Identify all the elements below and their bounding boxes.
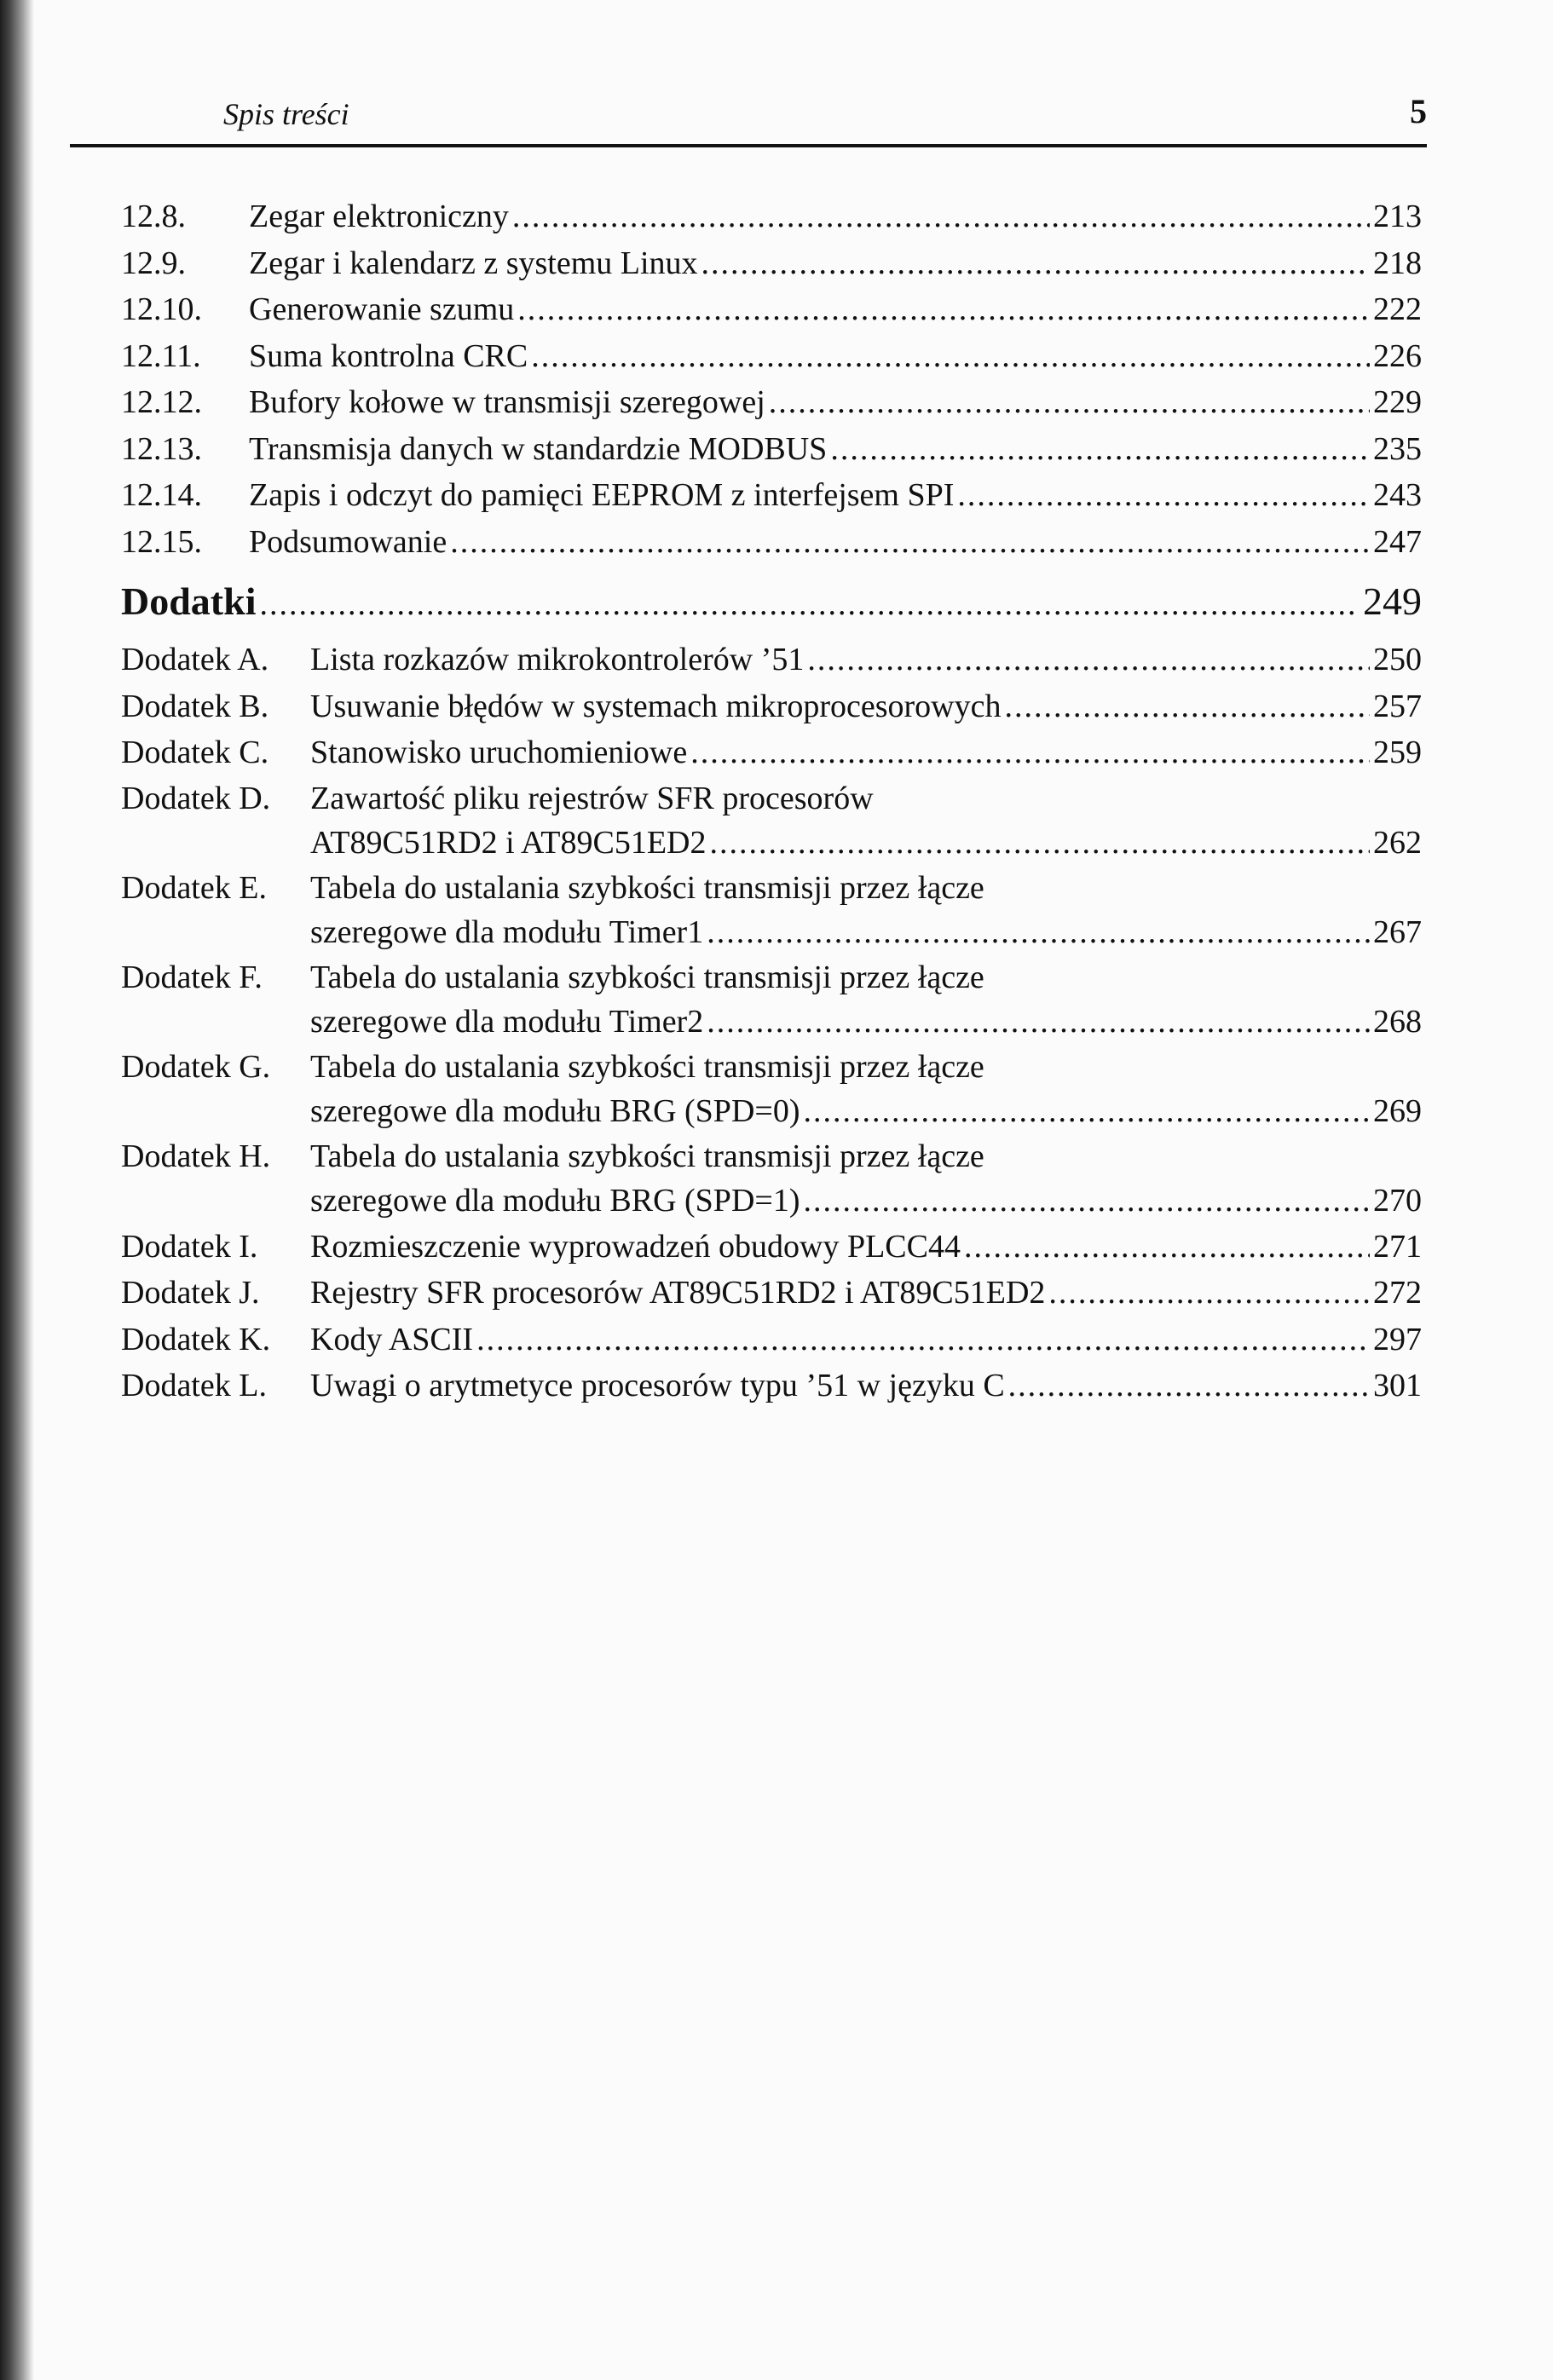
appendix-title: Zawartość pliku rejestrów SFR procesorów [310, 780, 874, 816]
entry-page: 222 [1373, 291, 1422, 327]
appendix-title: Lista rozkazów mikrokontrolerów ’51 [310, 642, 805, 677]
toc-entry[interactable] [121, 193, 1422, 240]
dot-leader [517, 286, 1370, 333]
appendix-label: Dodatek D. [121, 780, 271, 816]
appendix-entry[interactable] [121, 1045, 1422, 1134]
toc-entry[interactable] [121, 426, 1422, 473]
entry-page: 243 [1373, 477, 1422, 513]
appendix-label: Dodatek F. [121, 959, 263, 995]
running-header [70, 89, 1427, 149]
appendix-title: Uwagi o arytmetyce procesorów typu ’51 w języku C [310, 1368, 1005, 1403]
toc-entry[interactable] [121, 286, 1422, 333]
appendix-label: Dodatek B. [121, 688, 269, 724]
toc-entry[interactable] [121, 472, 1422, 519]
appendix-label: Dodatek H. [121, 1138, 271, 1174]
entry-page: 247 [1373, 523, 1422, 560]
entry-page: 213 [1373, 199, 1422, 234]
entry-number: 12.15. [121, 523, 202, 560]
entry-page: 235 [1373, 430, 1422, 467]
entry-page: 229 [1373, 384, 1422, 420]
entry-title: Zapis i odczyt do pamięci EEPROM z interfejsem SPI [249, 477, 955, 513]
appendix-page: 297 [1373, 1321, 1422, 1357]
appendix-title: Tabela do ustalania szybkości transmisji przez łącze [310, 1048, 984, 1085]
entry-number: 12.10. [121, 291, 202, 327]
appendix-title: Stanowisko uruchomieniowe [310, 735, 688, 770]
appendix-label: Dodatek I. [121, 1228, 258, 1265]
entry-number: 12.14. [121, 477, 202, 513]
toc-entry[interactable] [121, 240, 1422, 287]
appendix-label: Dodatek A. [121, 642, 269, 677]
entry-number: 12.12. [121, 384, 202, 420]
appendix-page: 270 [1373, 1182, 1422, 1219]
entry-title: Generowanie szumu [249, 291, 515, 327]
dot-leader [701, 240, 1370, 287]
dot-leader [512, 193, 1370, 240]
appendix-entry[interactable] [121, 776, 1422, 866]
entry-number: 12.11. [121, 337, 201, 374]
appendix-page: 267 [1373, 913, 1422, 950]
appendix-label: Dodatek E. [121, 869, 267, 906]
appendix-title: Kody ASCII [310, 1321, 474, 1357]
dot-leader [1004, 683, 1370, 730]
dot-leader [707, 1000, 1370, 1044]
appendix-entry[interactable] [121, 1317, 1422, 1363]
toc-entry[interactable] [121, 519, 1422, 566]
dot-leader [803, 1089, 1370, 1133]
appendix-title: Rozmieszczenie wyprowadzeń obudowy PLCC44 [310, 1228, 961, 1265]
dot-leader [807, 637, 1370, 683]
appendix-entry[interactable] [121, 637, 1422, 683]
entry-title: Suma kontrolna CRC [249, 337, 528, 374]
appendix-title: Usuwanie błędów w systemach mikroprocesorowych [310, 688, 1002, 724]
dot-leader [1008, 1363, 1370, 1409]
appendix-page: 269 [1373, 1092, 1422, 1129]
appendix-label: Dodatek G. [121, 1048, 271, 1085]
part-page: 249 [1363, 579, 1422, 623]
appendix-title-continuation: szeregowe dla modułu Timer1 [310, 913, 704, 950]
entry-page: 218 [1373, 245, 1422, 281]
appendix-title: Tabela do ustalania szybkości transmisji przez łącze [310, 959, 984, 995]
appendix-entry[interactable] [121, 683, 1422, 730]
dot-leader [531, 333, 1370, 380]
appendix-entry[interactable] [121, 1134, 1422, 1224]
appendix-title-continuation: szeregowe dla modułu Timer2 [310, 1003, 704, 1040]
table-of-contents [121, 193, 1422, 1409]
book-spine-shadow [0, 0, 34, 2380]
entry-title: Zegar elektroniczny [249, 199, 509, 234]
dot-leader [803, 1178, 1370, 1223]
dot-leader [476, 1317, 1370, 1363]
appendix-label: Dodatek C. [121, 735, 269, 770]
dot-leader [957, 472, 1370, 519]
dot-leader [964, 1224, 1370, 1271]
dot-leader [830, 426, 1370, 473]
header-title: Spis treści [223, 97, 349, 131]
appendix-label: Dodatek L. [121, 1368, 267, 1403]
appendix-title-continuation: szeregowe dla modułu BRG (SPD=0) [310, 1092, 800, 1129]
appendix-entry[interactable] [121, 955, 1422, 1045]
entry-number: 12.8. [121, 199, 186, 234]
appendix-page: 259 [1373, 735, 1422, 770]
appendix-title: Tabela do ustalania szybkości transmisji przez łącze [310, 1138, 984, 1174]
appendix-entry[interactable] [121, 729, 1422, 776]
appendix-label: Dodatek K. [121, 1321, 271, 1357]
appendix-page: 271 [1373, 1228, 1422, 1265]
header-rule [70, 144, 1427, 147]
entry-number: 12.9. [121, 245, 186, 281]
entry-title: Zegar i kalendarz z systemu Linux [249, 245, 698, 281]
dot-leader [769, 379, 1370, 426]
part-title: Dodatki [121, 579, 257, 623]
dot-leader [450, 519, 1370, 566]
dot-leader [690, 729, 1370, 776]
appendix-page: 301 [1373, 1368, 1422, 1403]
dot-leader [259, 573, 1360, 636]
appendix-page: 268 [1373, 1003, 1422, 1040]
appendix-title-continuation: AT89C51RD2 i AT89C51ED2 [310, 824, 707, 861]
dot-leader [1048, 1270, 1370, 1317]
toc-entry[interactable] [121, 333, 1422, 380]
appendix-label: Dodatek J. [121, 1275, 260, 1311]
appendix-entry[interactable] [121, 1270, 1422, 1317]
appendix-page: 262 [1373, 824, 1422, 861]
appendix-page: 250 [1373, 642, 1422, 677]
header-page-number: 5 [1410, 92, 1427, 130]
entry-title: Bufory kołowe w transmisji szeregowej [249, 384, 765, 420]
appendix-title: Rejestry SFR procesorów AT89C51RD2 i AT89C51ED2 [310, 1275, 1046, 1311]
appendix-page: 272 [1373, 1275, 1422, 1311]
entry-title: Podsumowanie [249, 523, 447, 560]
toc-entry[interactable] [121, 379, 1422, 426]
appendix-entry[interactable] [121, 1224, 1422, 1271]
toc-part-heading[interactable] [121, 570, 1422, 633]
dot-leader [709, 821, 1370, 865]
dot-leader [707, 910, 1370, 954]
entry-number: 12.13. [121, 430, 202, 467]
appendix-page: 257 [1373, 688, 1422, 724]
appendix-entry[interactable] [121, 866, 1422, 955]
appendix-title-continuation: szeregowe dla modułu BRG (SPD=1) [310, 1182, 800, 1219]
appendix-entry[interactable] [121, 1363, 1422, 1409]
entry-page: 226 [1373, 337, 1422, 374]
entry-title: Transmisja danych w standardzie MODBUS [249, 430, 828, 467]
appendix-title: Tabela do ustalania szybkości transmisji przez łącze [310, 869, 984, 906]
